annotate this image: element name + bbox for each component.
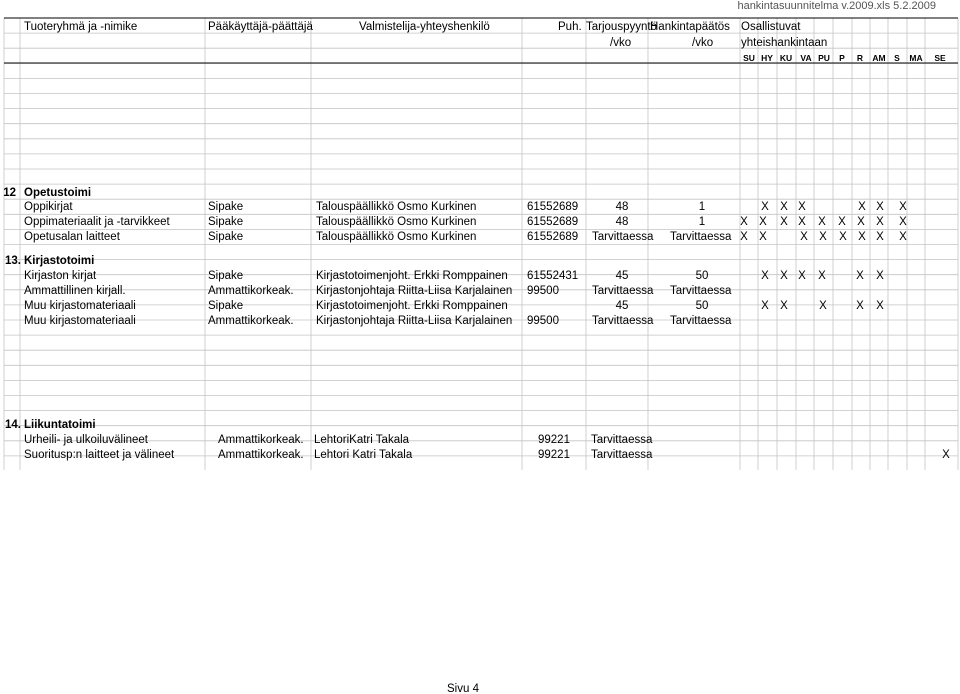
participation-mark: X [761, 300, 769, 312]
participation-mark: X [818, 216, 826, 228]
row-phone: 61552431 [527, 270, 579, 282]
row-tender-week: Tarvittaessa [592, 285, 654, 297]
row-item-name: Urheili- ja ulkoiluvälineet [24, 434, 149, 446]
participation-mark: X [857, 216, 865, 228]
participation-mark: X [876, 216, 884, 228]
file-name: hankintasuunnitelma v.2009.xls 5.2.2009 [737, 0, 936, 12]
unit-label-pu: PU [818, 53, 830, 63]
header-area [24, 0, 946, 63]
participation-mark: X [798, 270, 806, 282]
header-product-group: Tuoteryhmä ja -nimike [24, 21, 138, 33]
header-decision: Hankintapäätös [650, 21, 730, 33]
section-number: 13. [5, 255, 21, 267]
row-tender-week: 45 [615, 270, 629, 282]
participation-mark: X [780, 216, 788, 228]
participation-mark: X [856, 300, 864, 312]
participation-mark: X [740, 231, 748, 243]
section-title: Liikuntatoimi [24, 419, 96, 431]
unit-header-row [743, 53, 946, 63]
unit-label-p: P [839, 53, 845, 63]
row-phone: 61552689 [527, 231, 579, 243]
header-tender-week: /vko [610, 37, 632, 49]
row-owner: Sipake [208, 201, 244, 213]
participation-mark: X [740, 216, 748, 228]
unit-label-su: SU [743, 53, 755, 63]
header-decision-week: /vko [692, 37, 714, 49]
row-owner: Sipake [208, 300, 244, 312]
unit-label-ku: KU [779, 53, 793, 63]
row-phone: 61552689 [527, 201, 579, 213]
row-owner: Sipake [208, 216, 244, 228]
cell-grid [4, 18, 958, 470]
row-owner: Ammattikorkeak. [218, 449, 304, 461]
participation-mark: X [942, 449, 950, 461]
participation-mark: X [839, 231, 847, 243]
row-tender-week: 45 [615, 300, 629, 312]
row-tender-week: Tarvittaessa [591, 434, 653, 446]
row-decision-week: 1 [698, 201, 706, 213]
row-item-name: Kirjaston kirjat [24, 270, 97, 282]
section-title: Opetustoimi [24, 187, 92, 199]
participation-mark: X [858, 201, 866, 213]
section-number: 14. [5, 419, 21, 431]
table-body [3, 187, 950, 461]
row-item-name: Oppikirjat [24, 201, 73, 213]
row-contact: Kirjastonjohtaja Riitta-Liisa Karjalainen [316, 315, 513, 327]
participation-mark: X [819, 300, 827, 312]
row-tender-week: Tarvittaessa [591, 449, 653, 461]
row-phone: 99500 [527, 285, 559, 297]
row-item-name: Muu kirjastomateriaali [24, 315, 136, 327]
participation-mark: X [876, 270, 884, 282]
unit-label-se: SE [934, 53, 946, 63]
row-decision-week: Tarvittaessa [670, 285, 732, 297]
participation-mark: X [899, 231, 907, 243]
row-contact: Talouspäällikkö Osmo Kurkinen [316, 216, 477, 228]
row-phone: 99221 [538, 449, 570, 461]
header-tender: Tarjouspyyntö [586, 21, 657, 33]
participation-mark: X [759, 231, 767, 243]
participation-mark: X [798, 201, 806, 213]
header-main-user: Pääkäyttäjä-päättäjä [208, 21, 313, 33]
row-item-name: Oppimateriaalit ja -tarvikkeet [24, 216, 170, 228]
unit-label-va: VA [800, 53, 812, 63]
row-owner: Ammattikorkeak. [218, 434, 304, 446]
row-phone: 99221 [538, 434, 570, 446]
row-decision-week: 50 [695, 300, 709, 312]
row-owner: Ammattikorkeak. [208, 315, 294, 327]
row-contact: Kirjastotoimenjoht. Erkki Romppainen [316, 300, 508, 312]
unit-label-ma: MA [909, 53, 923, 63]
row-contact: Kirjastotoimenjoht. Erkki Romppainen [316, 270, 508, 282]
row-item-name: Opetusalan laitteet [24, 231, 120, 243]
participation-mark: X [798, 216, 806, 228]
row-decision-week: Tarvittaessa [670, 315, 732, 327]
header-participants: Osallistuvat [741, 21, 801, 33]
page-number: Sivu 4 [447, 683, 479, 694]
row-contact: Talouspäällikkö Osmo Kurkinen [316, 201, 477, 213]
row-tender-week: 48 [615, 201, 629, 213]
participation-mark: X [856, 270, 864, 282]
row-owner: Sipake [208, 270, 244, 282]
unit-label-hy: HY [761, 53, 773, 63]
section-number: 12 [3, 187, 16, 199]
row-item-name: Ammattillinen kirjall. [24, 285, 126, 297]
header-phone: Puh. [558, 21, 582, 33]
row-contact: Lehtori Katri Takala [314, 449, 413, 461]
row-item-name: Muu kirjastomateriaali [24, 300, 136, 312]
participation-mark: X [761, 270, 769, 282]
row-item-name: Suoritusp:n laitteet ja välineet [24, 449, 175, 461]
participation-mark: X [876, 300, 884, 312]
unit-label-am: AM [872, 53, 886, 63]
participation-mark: X [858, 231, 866, 243]
participation-mark: X [759, 216, 767, 228]
participation-mark: X [780, 300, 788, 312]
row-contact: LehtoriKatri Takala [314, 434, 410, 446]
participation-mark: X [780, 201, 788, 213]
participation-mark: X [899, 216, 907, 228]
participation-mark: X [818, 270, 826, 282]
row-tender-week: Tarvittaessa [592, 231, 654, 243]
row-owner: Sipake [208, 231, 244, 243]
row-decision-week: 1 [698, 216, 706, 228]
header-joint-procurement: yhteishankintaan [741, 37, 828, 49]
row-decision-week: 50 [695, 270, 709, 282]
row-contact: Talouspäällikkö Osmo Kurkinen [316, 231, 477, 243]
participation-mark: X [876, 231, 884, 243]
participation-mark: X [780, 270, 788, 282]
row-tender-week: Tarvittaessa [592, 315, 654, 327]
participation-mark: X [761, 201, 769, 213]
participation-mark: X [899, 201, 907, 213]
unit-label-s: S [894, 53, 900, 63]
row-owner: Ammattikorkeak. [208, 285, 294, 297]
row-tender-week: 48 [615, 216, 629, 228]
row-contact: Kirjastonjohtaja Riitta-Liisa Karjalainen [316, 285, 513, 297]
header-contact-person: Valmistelija-yhteyshenkilö [359, 21, 490, 33]
row-phone: 61552689 [527, 216, 579, 228]
participation-mark: X [876, 201, 884, 213]
participation-mark: X [819, 231, 827, 243]
row-phone: 99500 [527, 315, 559, 327]
unit-label-r: R [856, 53, 864, 63]
row-decision-week: Tarvittaessa [670, 231, 732, 243]
participation-mark: X [800, 231, 808, 243]
participation-mark: X [838, 216, 846, 228]
section-title: Kirjastotoimi [24, 255, 95, 267]
